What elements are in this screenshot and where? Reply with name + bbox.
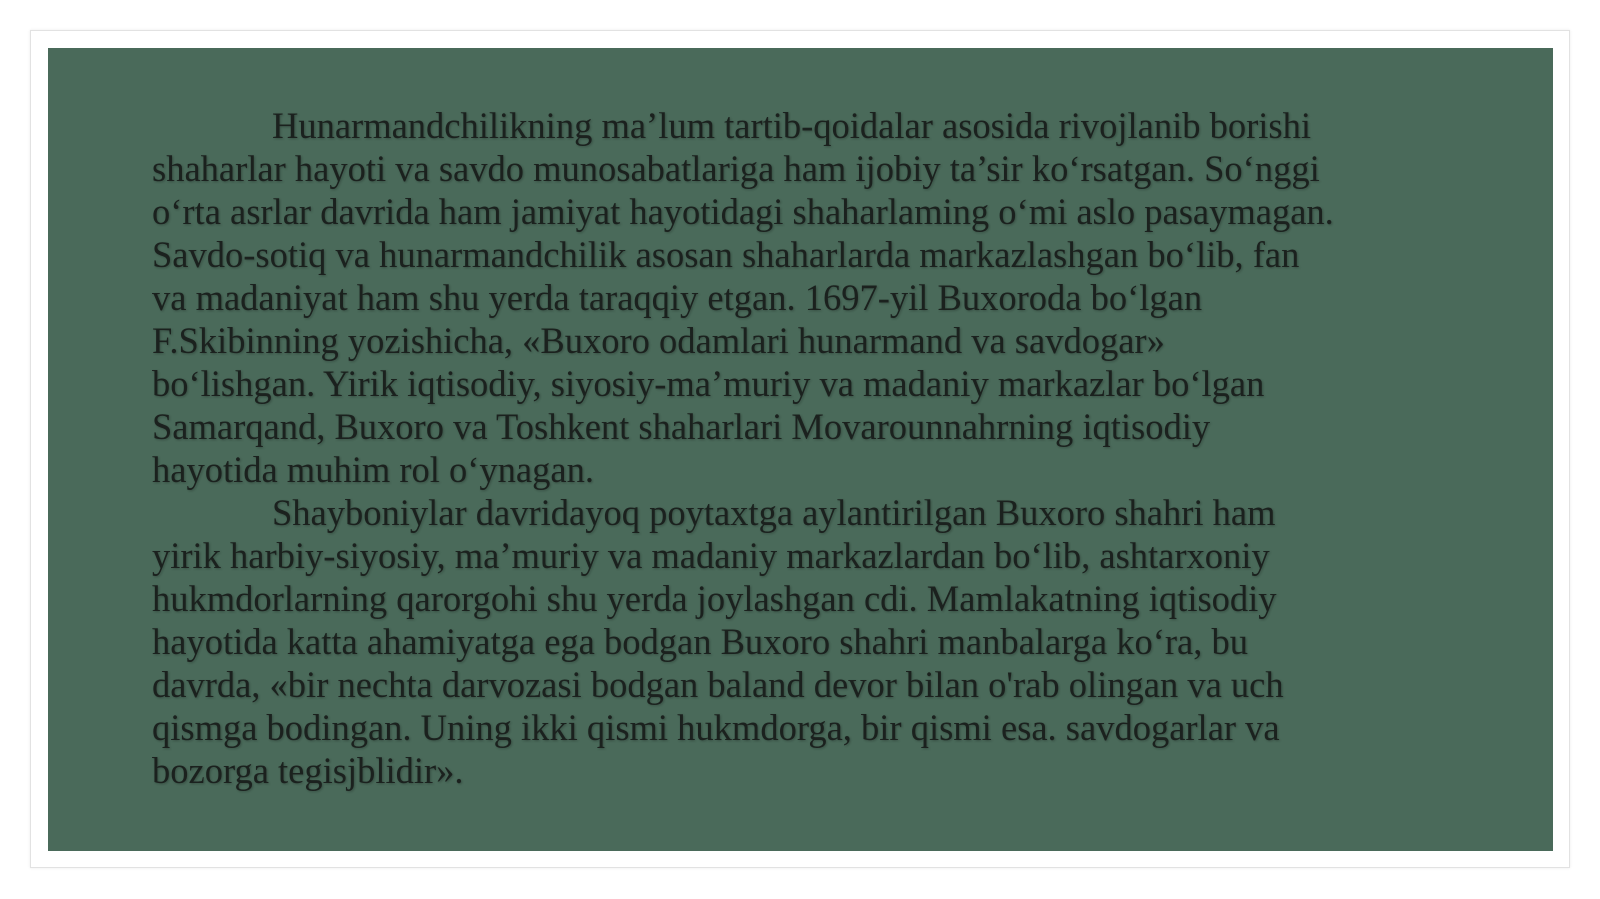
text-line: bozorga tegisjblidir». — [152, 750, 464, 791]
text-line: o‘rta asrlar davrida ham jamiyat hayotidagi shaharlaming o‘mi aslo pasaymagan. — [152, 191, 1334, 232]
text-line: Savdo-sotiq va hunarmandchilik asosan shaharlarda markazlashgan bo‘lib, fan — [152, 234, 1300, 275]
text-line: shaharlar hayoti va savdo munosabatlariga ham ijobiy ta’sir ko‘rsatgan. So‘nggi — [152, 148, 1320, 189]
text-line: va madaniyat ham shu yerda taraqqiy etgan. 1697-yil Buxoroda bo‘lgan — [152, 277, 1203, 318]
text-line: hayotida muhim rol o‘ynagan. — [152, 449, 594, 490]
text-line: hayotida katta ahamiyatga ega bodgan Buxoro shahri manbalarga ko‘ra, bu — [152, 621, 1248, 662]
text-line: Hunarmandchilikning ma’lum tartib-qoidalar asosida rivojlanib borishi — [272, 105, 1312, 146]
text-line: qismga bodingan. Uning ikki qismi hukmdorga, bir qismi esa. savdogarlar va — [152, 707, 1280, 748]
text-line: F.Skibinning yozishicha, «Buxoro odamlari hunarmand va savdogar» — [152, 320, 1165, 361]
text-line: Shayboniylar davridayoq poytaxtga aylantirilgan Buxoro shahri ham — [272, 492, 1276, 533]
text-line: yirik harbiy-siyosiy, ma’muriy va madaniy markazlardan bo‘lib, ashtarxoniy — [152, 535, 1270, 576]
text-line: bo‘lishgan. Yirik iqtisodiy, siyosiy-ma’muriy va madaniy markazlar bo‘lgan — [152, 363, 1265, 404]
slide-canvas — [48, 48, 1553, 851]
paragraph-1 — [152, 104, 1482, 491]
text-line: Samarqand, Buxoro va Toshkent shaharlari Movarounnahrning iqtisodiy — [152, 406, 1211, 447]
slide-text-body — [152, 104, 1482, 792]
text-line: hukmdorlarning qarorgohi shu yerda joylashgan cdi. Mamlakatning iqtisodiy — [152, 578, 1277, 619]
paragraph-2 — [152, 491, 1482, 792]
text-line: davrda, «bir nechta darvozasi bodgan baland devor bilan o'rab olingan va uch — [152, 664, 1284, 705]
